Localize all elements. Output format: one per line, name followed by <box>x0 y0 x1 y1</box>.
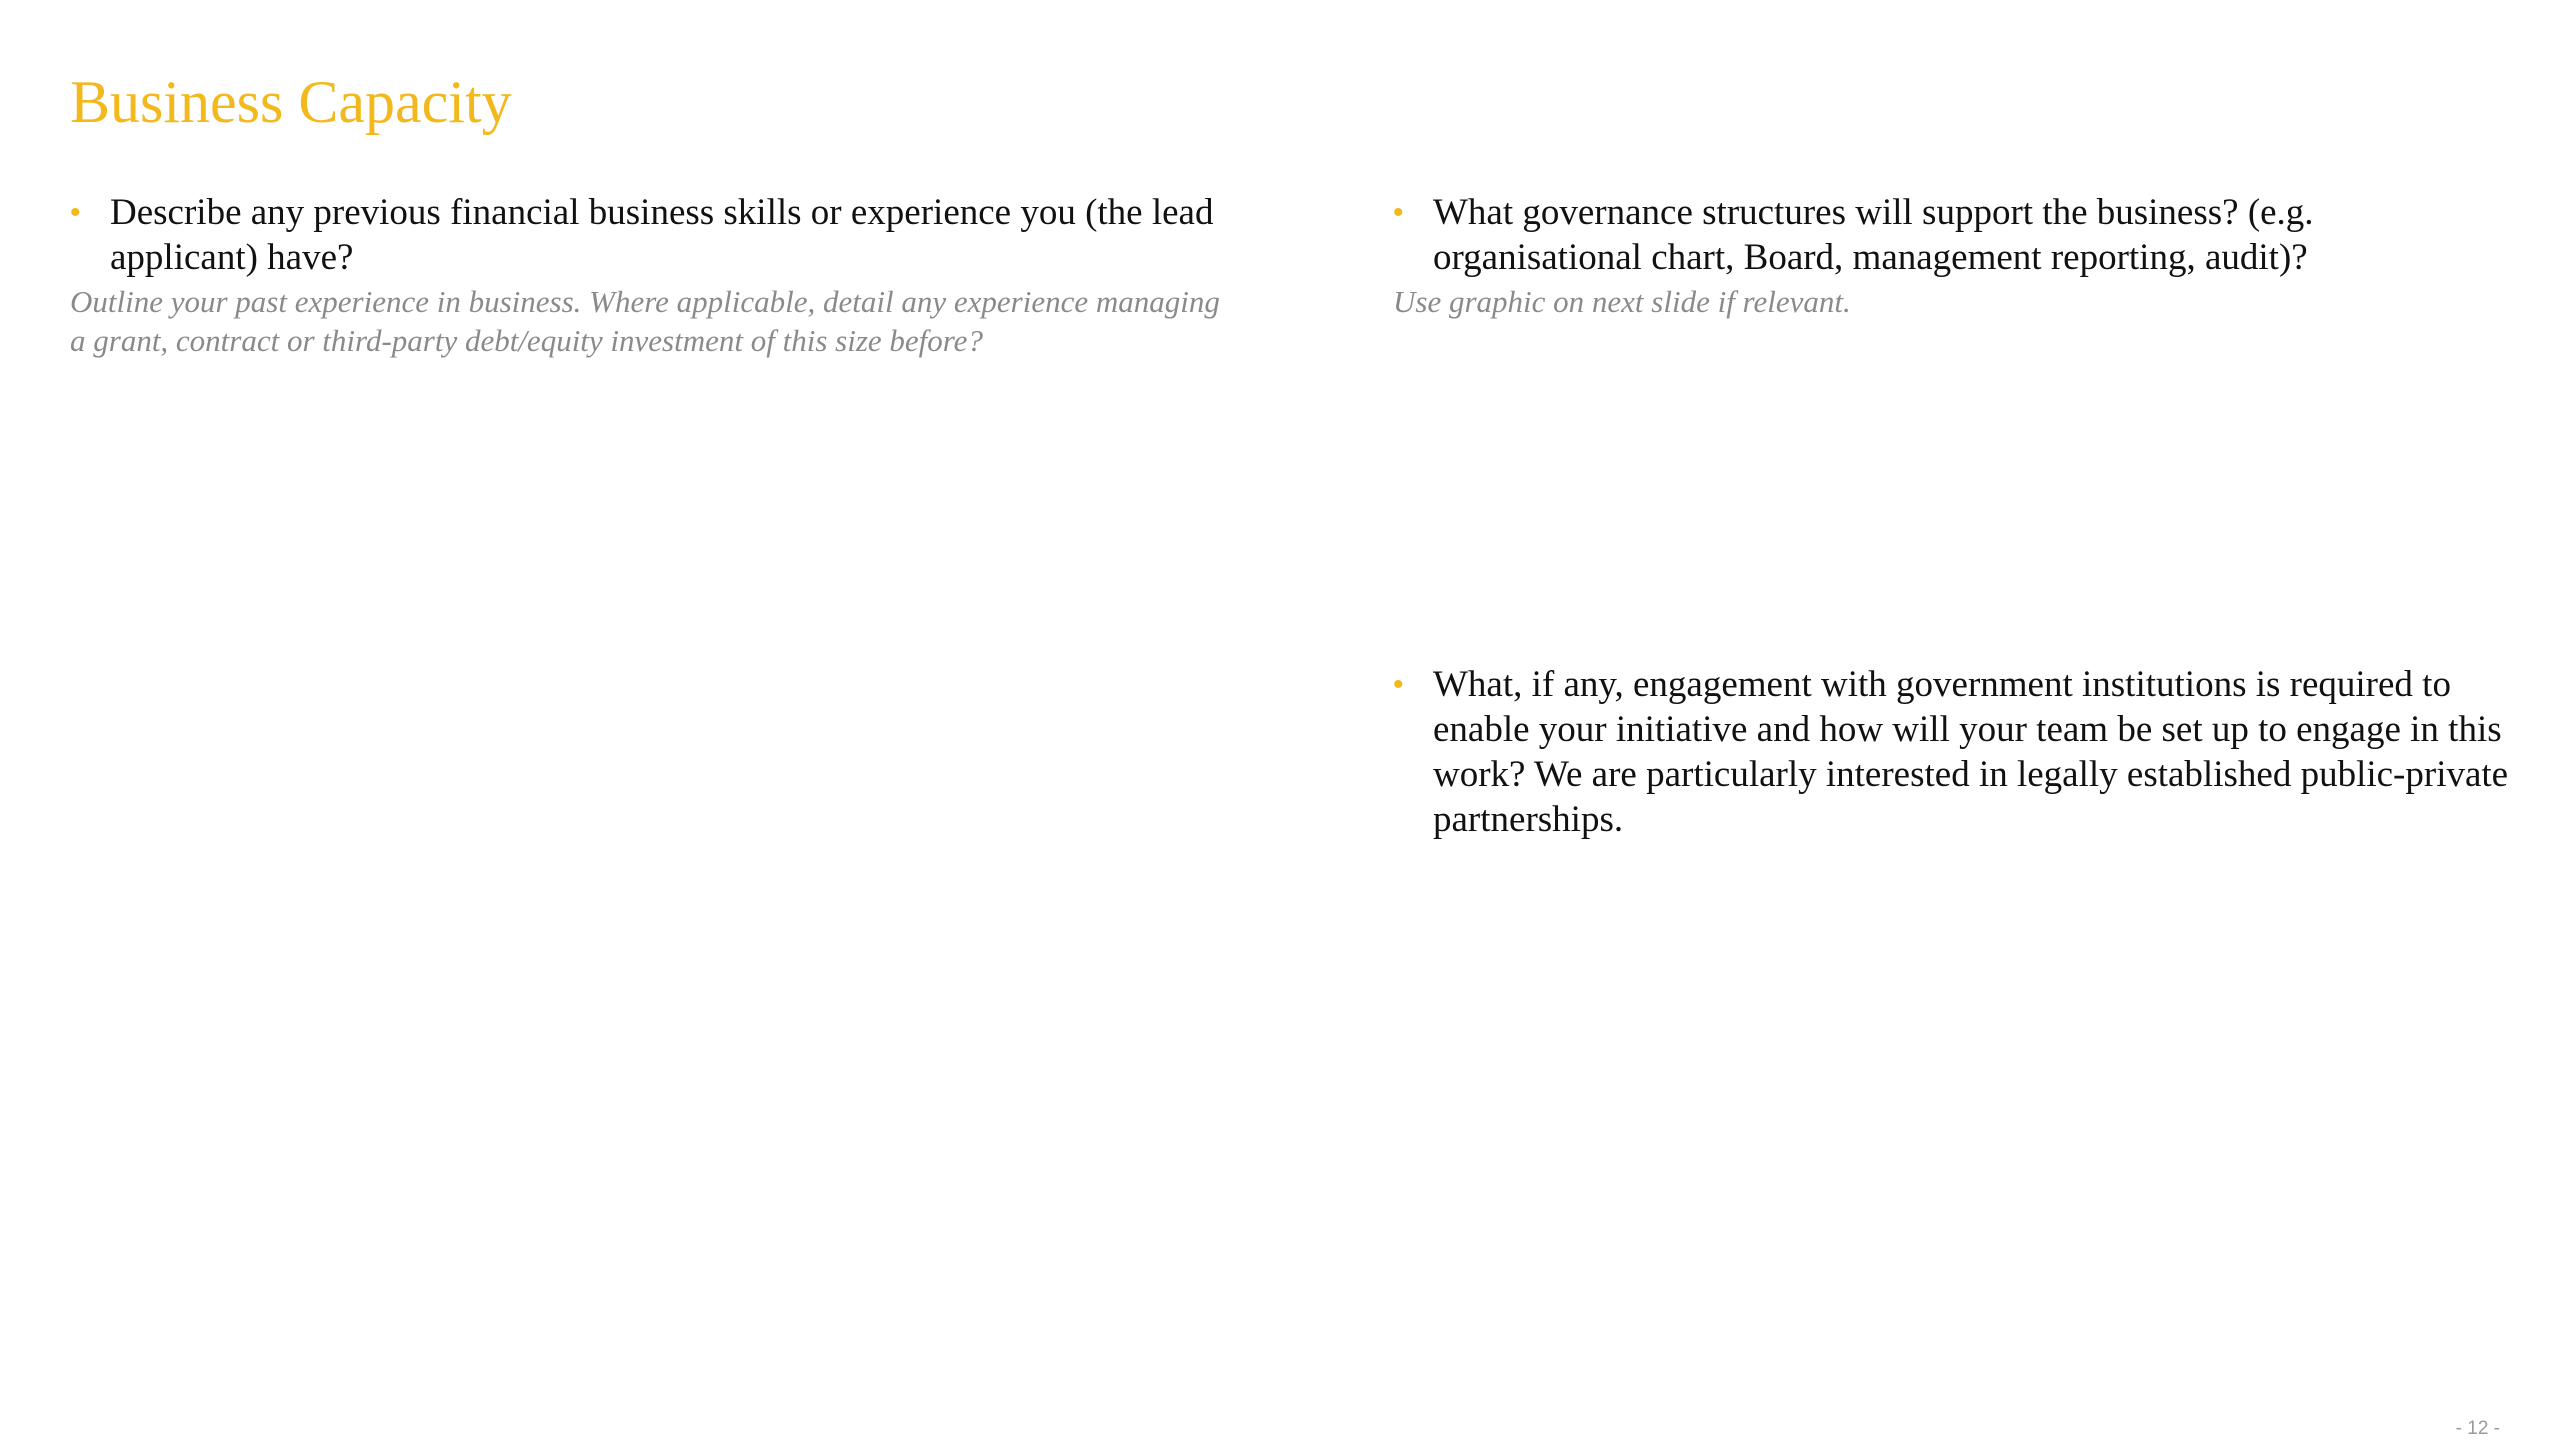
bullet-icon: • <box>70 196 81 229</box>
question-row <box>1393 190 2503 280</box>
bullet-icon: • <box>1393 196 1404 229</box>
question-hint: Use graphic on next slide if relevant. <box>1393 284 1851 319</box>
question-row <box>1393 662 2513 842</box>
question-governance-structures <box>1393 190 2503 321</box>
slide-title: Business Capacity <box>70 69 512 135</box>
bullet-icon: • <box>1393 668 1404 701</box>
question-previous-experience <box>70 190 1240 360</box>
question-text: Describe any previous financial business skills or experience you (the lead applicant) have? <box>110 192 1214 278</box>
question-government-engagement <box>1393 662 2513 842</box>
question-hint: Outline your past experience in business. Where applicable, detail any experience managing a grant, contract or third-party debt/equity investment of this size before? <box>70 284 1220 358</box>
question-text: What, if any, engagement with government institutions is required to enable your initiative and how will your team be set up to engage in this work? We are particularly interested in legally established public-private partnerships. <box>1433 664 2509 840</box>
question-text: What governance structures will support the business? (e.g. organisational chart, Board, management reporting, audit)? <box>1433 192 2314 278</box>
question-row <box>70 190 1240 280</box>
page-number: - 12 - <box>2455 1418 2500 1439</box>
